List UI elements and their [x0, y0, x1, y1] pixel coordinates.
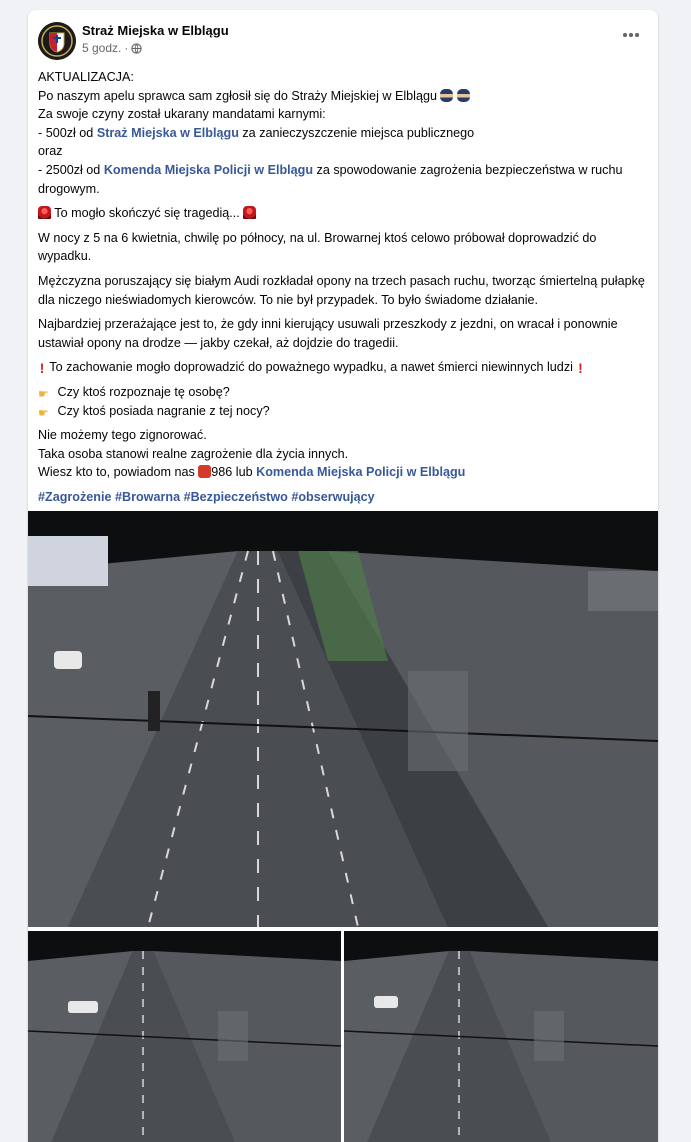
- police-officer-icon: [440, 89, 453, 102]
- street-scene-right: [344, 931, 658, 1142]
- cctv-photo-main[interactable]: [28, 511, 658, 927]
- police-light-icon: [243, 206, 256, 219]
- mention-link-policja-2[interactable]: Komenda Miejska Policji w Elblągu: [256, 465, 466, 480]
- street-scene: [28, 511, 658, 927]
- audi-paragraph: Mężczyzna poruszający się białym Audi rozkładał opony na trzech pasach ruchu, tworząc śmiertelną pułapkę dla niczego nieświadomych kierowców. To nie był przypadek. To było świadome działanie.: [38, 273, 645, 307]
- street-scene-left: [28, 931, 341, 1142]
- post-header: [28, 10, 658, 66]
- warning-paragraph: ! To zachowanie mogło doprowadzić do poważnego wypadku, a nawet śmierci niewinnych ludzi !: [39, 360, 583, 377]
- night-paragraph: W nocy z 5 na 6 kwietnia, chwilę po północy, na ul. Browarnej ktoś celowo próbował doprowadzić do wypadku.: [38, 230, 597, 264]
- mention-link-policja[interactable]: Komenda Miejska Policji w Elblągu: [103, 162, 314, 177]
- police-light-icon: [38, 206, 51, 219]
- post-card: [28, 10, 658, 1142]
- city-guard-crest-icon: [38, 22, 76, 60]
- police-officer-icon: [457, 89, 470, 102]
- update-paragraph: AKTUALIZACJA: Po naszym apelu sprawca sam zgłosił się do Straży Miejskiej w Elblągu Za swoje czyny został ukarany mandatami karnymi: - 500zł od Straż Miejska w Elblągu za zanieczyszczenie miejsca publicznego oraz - 2500zł od Komenda Miejska Policji w Elblągu za spowodowanie zagrożenia bezpieczeństwa w ruchu drogowym.: [38, 70, 623, 196]
- exclamation-icon: !: [39, 360, 45, 377]
- page-name[interactable]: Straż Miejska w Elblągu: [82, 23, 229, 38]
- pointing-hand-icon: ☛: [38, 405, 49, 420]
- globe-icon: [131, 43, 142, 54]
- exclamation-icon: !: [578, 360, 583, 377]
- appeal-paragraph: Nie możemy tego zignorować. Taka osoba stanowi realne zagrożenie dla życia innych. Wiesz kto to, powiadom nas 986 lub Komenda Miejska Policji w Elblągu: [38, 428, 466, 480]
- questions-paragraph: ☛ Czy ktoś rozpoznaje tę osobę? ☛ Czy ktoś posiada nagranie z tej nocy?: [38, 384, 270, 420]
- hashtags[interactable]: #Zagrożenie #Browarna #Bezpieczeństwo #obserwujący: [38, 489, 375, 504]
- post-meta: 5 godz. ·: [82, 41, 142, 55]
- pointing-hand-icon: ☛: [38, 386, 49, 401]
- scary-paragraph: Najbardziej przerażające jest to, że gdy inni kierujący usuwali przeszkody z jezdni, on wracał i ponownie ustawiał opony na drodze — jakby czekał, aż dojdzie do tragedii.: [38, 317, 618, 350]
- post-time[interactable]: 5 godz.: [82, 41, 122, 55]
- cctv-photo-left[interactable]: [28, 931, 341, 1142]
- page-avatar[interactable]: [38, 22, 76, 60]
- tragedy-paragraph: To mogło skończyć się tragedią...: [38, 204, 648, 223]
- cctv-photo-right[interactable]: [344, 931, 658, 1142]
- more-dots-icon[interactable]: [620, 28, 642, 42]
- telephone-icon: [198, 465, 211, 478]
- mention-link-straz[interactable]: Straż Miejska w Elblągu: [96, 125, 239, 140]
- post-text: [38, 68, 648, 512]
